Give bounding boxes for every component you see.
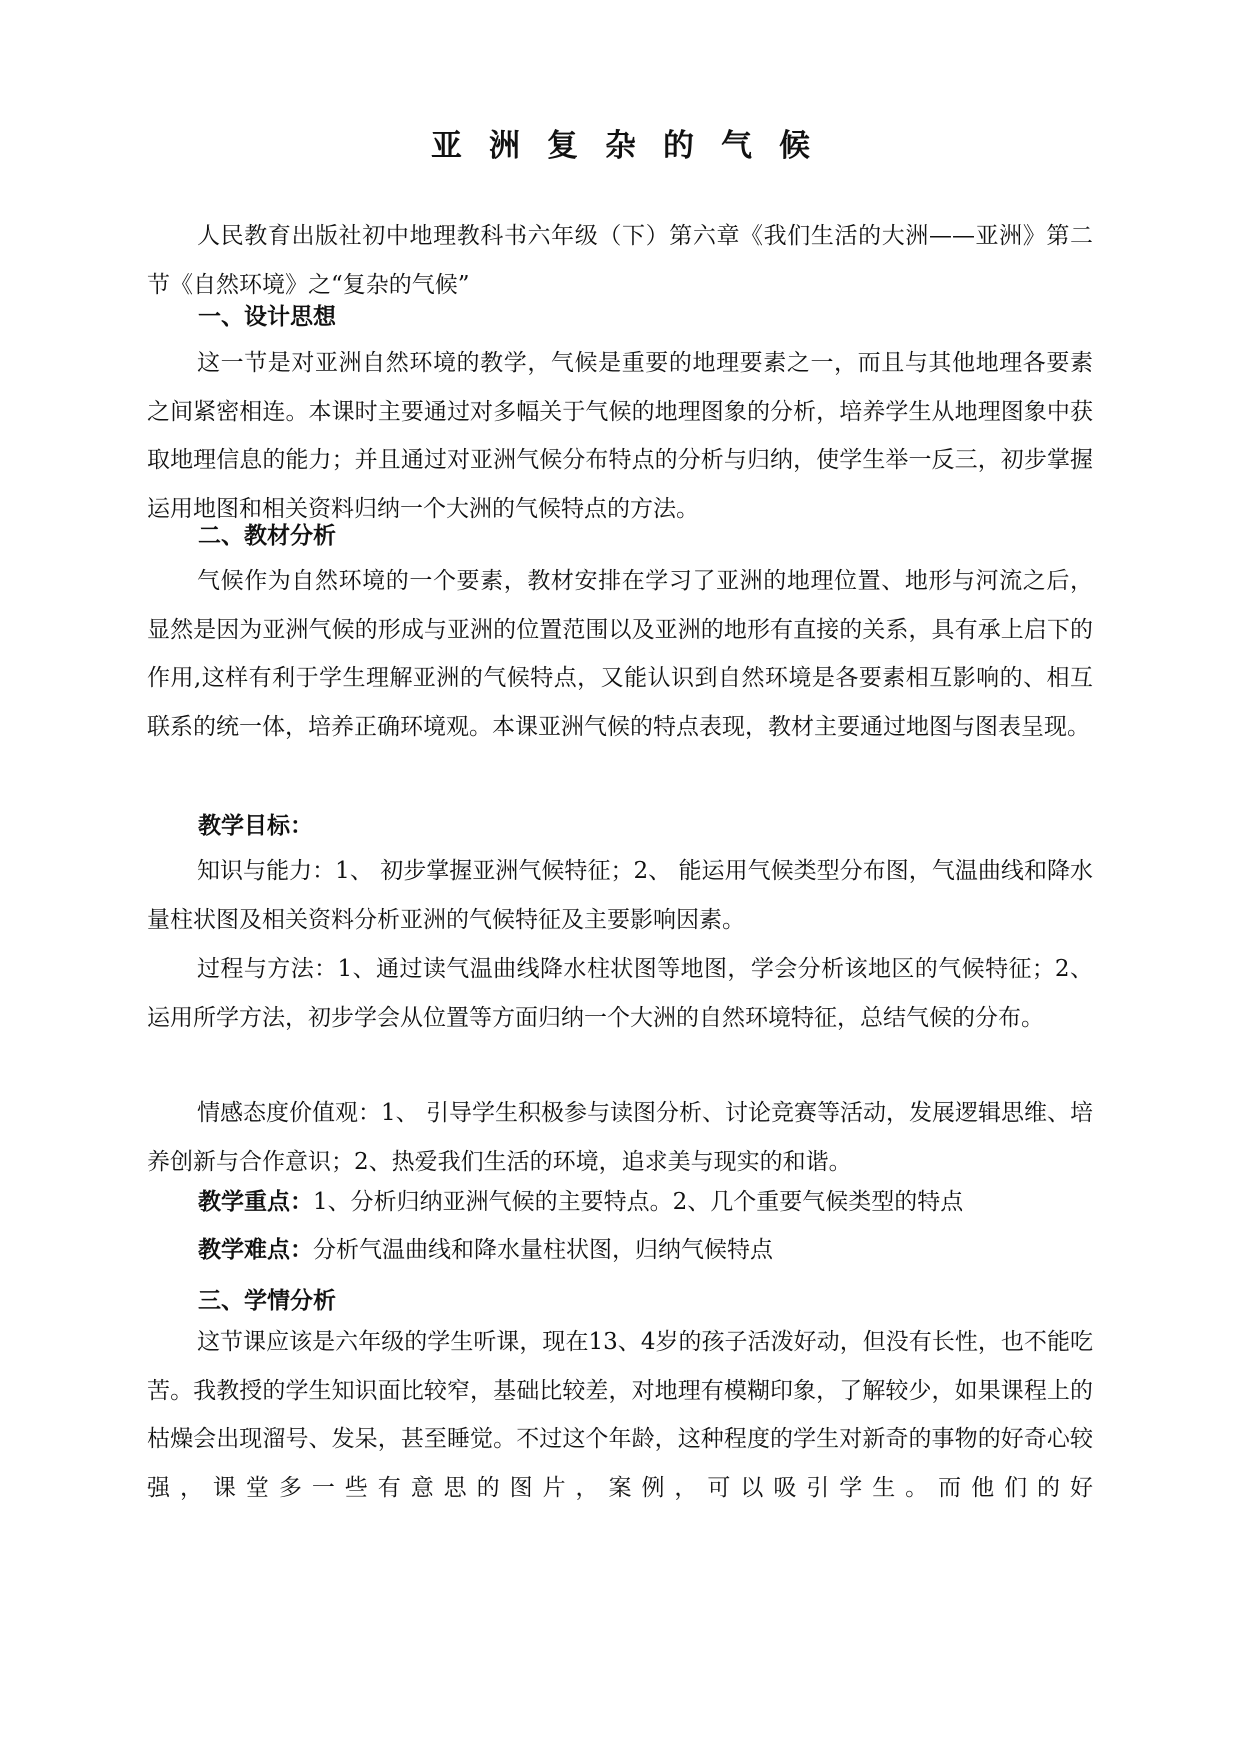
key-points-line bbox=[198, 1182, 963, 1222]
goals-heading: 教学目标： bbox=[198, 812, 313, 839]
section-heading-students: 三、学情分析 bbox=[198, 1287, 336, 1314]
students-paragraph: 这节课应该是六年级的学生听课，现在13、4岁的孩子活泼好动，但没有长性，也不能吃苦。我教授的学生知识面比较窄，基础比较差，对地理有模糊印象，了解较少，如果课程上的枯燥会出现溜号、发呆，甚至睡觉。不过这个年龄，这种程度的学生对新奇的事物的好奇心较强，课堂多一些有意思的图片，案例，可以吸引学生。而他们的好 bbox=[147, 1329, 1093, 1501]
design-paragraph: 这一节是对亚洲自然环境的教学，气候是重要的地理要素之一，而且与其他地理各要素之间紧密相连。本课时主要通过对多幅关于气候的地理图象的分析，培养学生从地理图象中获取地理信息的能力；并且通过对亚洲气候分布特点的分析与归纳，使学生举一反三，初步掌握运用地图和相关资料归纳一个大洲的气候特点的方法。 bbox=[147, 350, 1093, 522]
goals-emotion: 情感态度价值观：1、 引导学生积极参与读图分析、讨论竞赛等活动，发展逻辑思维、培养创新与合作意识；2、热爱我们生活的环境，追求美与现实的和谐。 bbox=[147, 1100, 1093, 1175]
section-heading-design: 一、设计思想 bbox=[198, 303, 336, 330]
page-title: 亚洲复杂的气候 bbox=[431, 128, 837, 164]
difficult-points-label: 教学难点： bbox=[198, 1236, 313, 1263]
key-points-text: 1、分析归纳亚洲气候的主要特点。2、几个重要气候类型的特点 bbox=[313, 1189, 964, 1215]
section-heading-material: 二、教材分析 bbox=[198, 522, 336, 549]
goals-knowledge: 知识与能力：1、 初步掌握亚洲气候特征；2、 能运用气候类型分布图，气温曲线和降水量柱状图及相关资料分析亚洲的气候特征及主要影响因素。 bbox=[147, 858, 1093, 933]
intro-paragraph: 人民教育出版社初中地理教科书六年级（下）第六章《我们生活的大洲——亚洲》第二节《自然环境》之“复杂的气候” bbox=[147, 223, 1093, 298]
difficult-points-line bbox=[198, 1230, 773, 1270]
key-points-label: 教学重点： bbox=[198, 1188, 313, 1215]
material-paragraph: 气候作为自然环境的一个要素，教材安排在学习了亚洲的地理位置、地形与河流之后，显然是因为亚洲气候的形成与亚洲的位置范围以及亚洲的地形有直接的关系，具有承上启下的作用,这样有利于学生理解亚洲的气候特点，又能认识到自然环境是各要素相互影响的、相互联系的统一体，培养正确环境观。本课亚洲气候的特点表现，教材主要通过地图与图表呈现。 bbox=[147, 568, 1093, 740]
difficult-points-text: 分析气温曲线和降水量柱状图，归纳气候特点 bbox=[313, 1237, 773, 1263]
goals-process: 过程与方法：1、通过读气温曲线降水柱状图等地图，学会分析该地区的气候特征；2、运用所学方法，初步学会从位置等方面归纳一个大洲的自然环境特征，总结气候的分布。 bbox=[147, 956, 1093, 1031]
